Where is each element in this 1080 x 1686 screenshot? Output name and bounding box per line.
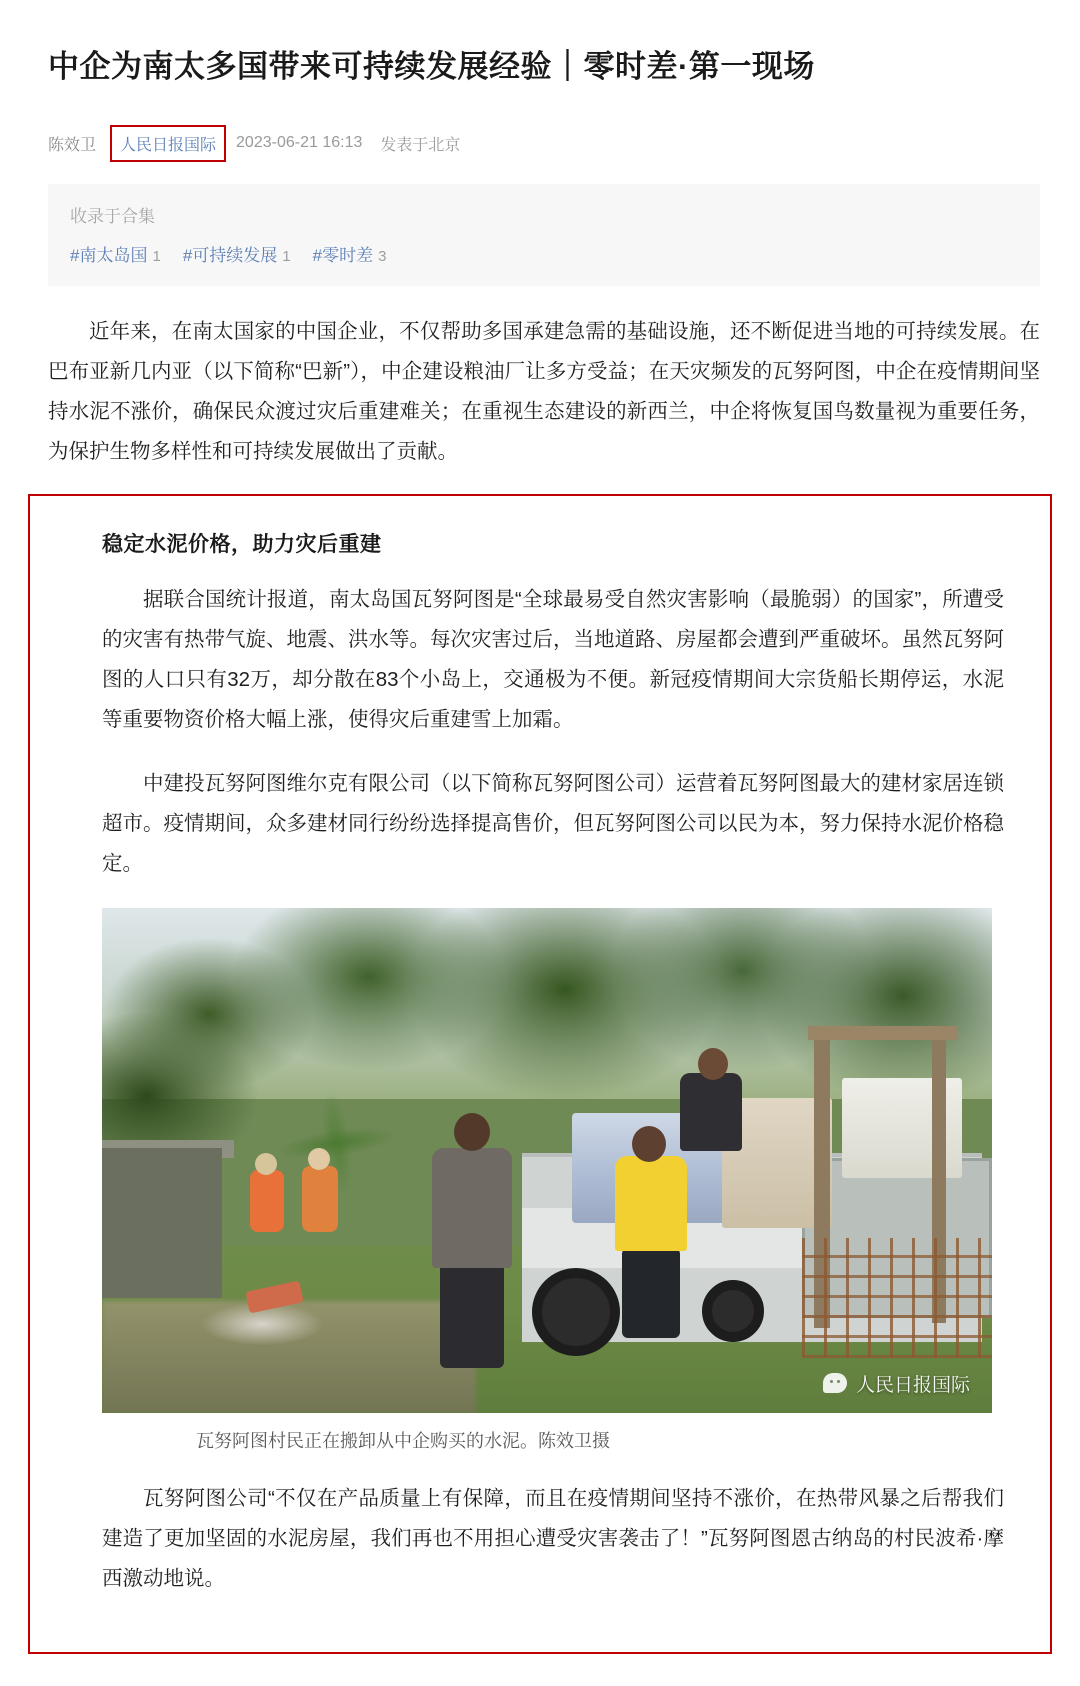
highlighted-section [28, 494, 1052, 1655]
list-item[interactable] [70, 241, 161, 266]
tag-count: 1 [152, 247, 161, 265]
photo-worker-orange-2 [302, 1166, 338, 1232]
section-paragraph-1: 据联合国统计报道，南太岛国瓦努阿图是“全球最易受自然灾害影响（最脆弱）的国家”，所遭受的灾害有热带气旋、地震、洪水等。每次灾害过后，当地道路、房屋都会遭到严重破坏。虽然瓦努阿图的人口只有32万，却分散在83个小岛上，交通极为不便。新冠疫情期间大宗货船长期停运，水泥等重要物资价格大幅上涨，使得灾后重建雪上加霜。 [102, 587, 1004, 731]
photo-caption: 瓦努阿图村民正在搬卸从中企购买的水泥。陈效卫摄 [196, 1430, 610, 1451]
meta-source-link[interactable]: 人民日报国际 [120, 136, 217, 154]
photo-worker-orange-1-head [255, 1153, 277, 1175]
page-title: 中企为南太多国带来可持续发展经验｜零时差·第一现场 [48, 48, 815, 84]
article-meta [0, 109, 1080, 162]
photo-worker-yellow-shirt [615, 1156, 687, 1251]
photo-wood-beam [808, 1026, 958, 1040]
section-closing-paragraph: 瓦努阿图公司“不仅在产品质量上有保障，而且在疫情期间坚持不涨价，在热带风暴之后帮我们建造了更加坚固的水泥房屋，我们再也不用担心遭受灾害袭击了！”瓦努阿图恩古纳岛的村民波希·摩西激动地说。 [102, 1486, 1004, 1590]
meta-datetime: 2023-06-21 16:13 [236, 134, 363, 152]
watermark-label: 人民日报国际 [855, 1374, 970, 1396]
intro-paragraph: 近年来，在南太国家的中国企业，不仅帮助多国承建急需的基础设施，还不断促进当地的可持续发展。在巴布亚新几内亚（以下简称“巴新”），中企建设粮油厂让多方受益；在天灾频发的瓦努阿图，中企在疫情期间坚持水泥不涨价，确保民众渡过灾后重建难关；在重视生态建设的新西兰，中企将恢复国鸟数量视为重要任务，为保护生物多样性和可持续发展做出了贡献。 [48, 319, 1040, 463]
tag-label: #可持续发展 [182, 245, 278, 265]
photo-worker-on-truck [680, 1073, 742, 1151]
article-photo [102, 908, 1004, 1453]
photo-truck-wheel-front [532, 1268, 620, 1356]
section-paragraph-2: 中建投瓦努阿图维尔克有限公司（以下简称瓦努阿图公司）运营着瓦努阿图最大的建材家居连锁超市。疫情期间，众多建材同行纷纷选择提高售价，但瓦努阿图公司以民为本，努力保持水泥价格稳定。 [102, 771, 1004, 875]
list-item[interactable] [313, 241, 387, 266]
photo-worker-yellow-head [632, 1126, 666, 1162]
section-heading: 稳定水泥价格，助力灾后重建 [102, 532, 382, 556]
photo-watermark [823, 1370, 970, 1397]
photo-worker-orange-2-head [308, 1148, 330, 1170]
meta-author: 陈效卫 [48, 136, 97, 154]
photo-worker-gray-shirt [432, 1148, 512, 1268]
tag-label: #南太岛国 [70, 245, 148, 265]
collection-panel[interactable] [48, 184, 1040, 286]
wechat-icon [823, 1373, 847, 1393]
tag-count: 1 [282, 247, 291, 265]
photo-rebar-mesh [802, 1238, 992, 1358]
photo-worker-orange-1 [250, 1170, 284, 1232]
photo-worker-gray-head [454, 1113, 490, 1151]
collection-tag-row [70, 241, 1018, 266]
photo-worker-yellow-legs [622, 1248, 680, 1338]
meta-source-highlight [110, 125, 226, 162]
meta-location: 发表于北京 [380, 136, 461, 154]
tag-label: #零时差 [312, 245, 374, 265]
photo-truck-wheel-rear [702, 1280, 764, 1342]
list-item[interactable] [183, 241, 291, 266]
collection-label: 收录于合集 [70, 206, 155, 226]
photo-shed [102, 1148, 222, 1298]
photo-canvas [102, 908, 992, 1413]
article-page [0, 21, 1080, 1686]
photo-worker-gray-legs [440, 1263, 504, 1368]
photo-worker-on-truck-head [698, 1048, 728, 1080]
tag-count: 3 [378, 247, 387, 265]
